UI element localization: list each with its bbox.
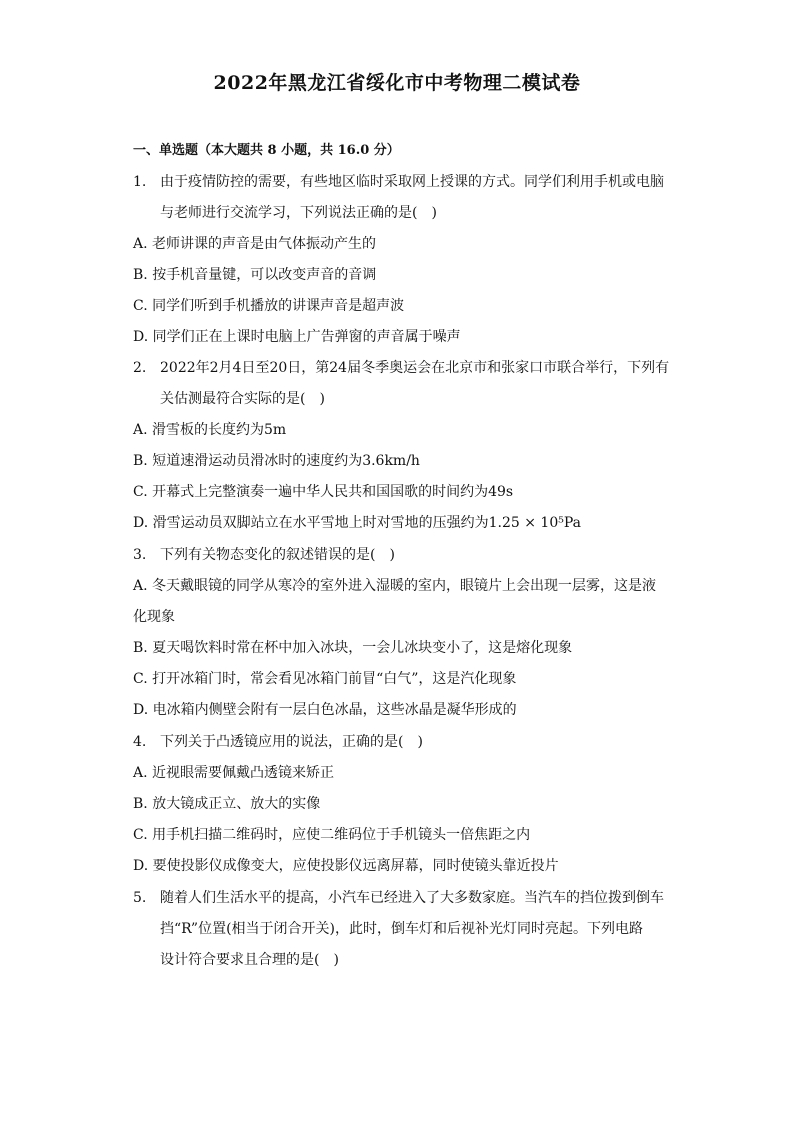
option-a: A. 冬天戴眼镜的同学从寒冷的室外进入湿暖的室内，眼镜片上会出现一层雾，这是液 (133, 578, 657, 594)
option-c: C. 开幕式上完整演奏一遍中华人民共和国国歌的时间约为49s (133, 484, 514, 500)
question-text: 由于疫情防控的需要，有些地区临时采取网上授课的方式。同学们利用手机或电脑 (160, 174, 664, 190)
option-c: C. 打开冰箱门时，常会看见冰箱门前冒“白气”，这是汽化现象 (133, 671, 517, 687)
question-number: 3. (133, 547, 147, 563)
question-text: 挡“R”位置(相当于闭合开关)，此时，倒车灯和后视补光灯同时亮起。下列电路 (160, 921, 644, 937)
option-b: B. 放大镜成正立、放大的实像 (133, 796, 321, 812)
option-d: D. 要使投影仪成像变大，应使投影仪远离屏幕，同时使镜头靠近投片 (133, 858, 559, 874)
option-a: A. 老师讲课的声音是由气体振动产生的 (133, 236, 377, 252)
question-text: 下列有关物态变化的叙述错误的是( ) (160, 547, 395, 563)
question-text: 下列关于凸透镜应用的说法，正确的是( ) (160, 734, 423, 750)
section-header: 一、单选题（本大题共 8 小题，共 16.0 分） (133, 143, 400, 158)
question-text: 与老师进行交流学习，下列说法正确的是( ) (160, 205, 437, 221)
question-number: 5. (133, 890, 147, 906)
page-title: 2022年黑龙江省绥化市中考物理二模试卷 (213, 72, 581, 94)
option-a: A. 滑雪板的长度约为5m (133, 422, 287, 438)
option-d: D. 滑雪运动员双脚站立在水平雪地上时对雪地的压强约为1.25 × 10⁵Pa (133, 515, 581, 531)
option-d: D. 电冰箱内侧壁会附有一层白色冰晶，这些冰晶是凝华形成的 (133, 702, 517, 718)
option-b: B. 短道速滑运动员滑冰时的速度约为3.6km/h (133, 453, 420, 469)
option-c: C. 用手机扫描二维码时，应使二维码位于手机镜头一倍焦距之内 (133, 827, 531, 843)
question-number: 1. (133, 174, 147, 190)
question-text: 关估测最符合实际的是( ) (160, 391, 325, 407)
option-b: B. 夏天喝饮料时常在杯中加入冰块，一会儿冰块变小了，这是熔化现象 (133, 640, 573, 656)
question-text: 随着人们生活水平的提高，小汽车已经进入了大多数家庭。当汽车的挡位拨到倒车 (160, 890, 664, 906)
option-a-continued: 化现象 (133, 609, 175, 625)
option-b: B. 按手机音量键，可以改变声音的音调 (133, 267, 377, 283)
option-a: A. 近视眼需要佩戴凸透镜来矫正 (133, 765, 335, 781)
option-c: C. 同学们听到手机播放的讲课声音是超声波 (133, 298, 405, 314)
question-number: 4. (133, 734, 147, 750)
question-text: 2022年2月4日至20日，第24届冬季奥运会在北京市和张家口市联合举行，下列有 (160, 360, 670, 376)
option-d: D. 同学们正在上课时电脑上广告弹窗的声音属于噪声 (133, 329, 461, 345)
question-number: 2. (133, 360, 147, 376)
question-text: 设计符合要求且合理的是( ) (160, 952, 339, 968)
